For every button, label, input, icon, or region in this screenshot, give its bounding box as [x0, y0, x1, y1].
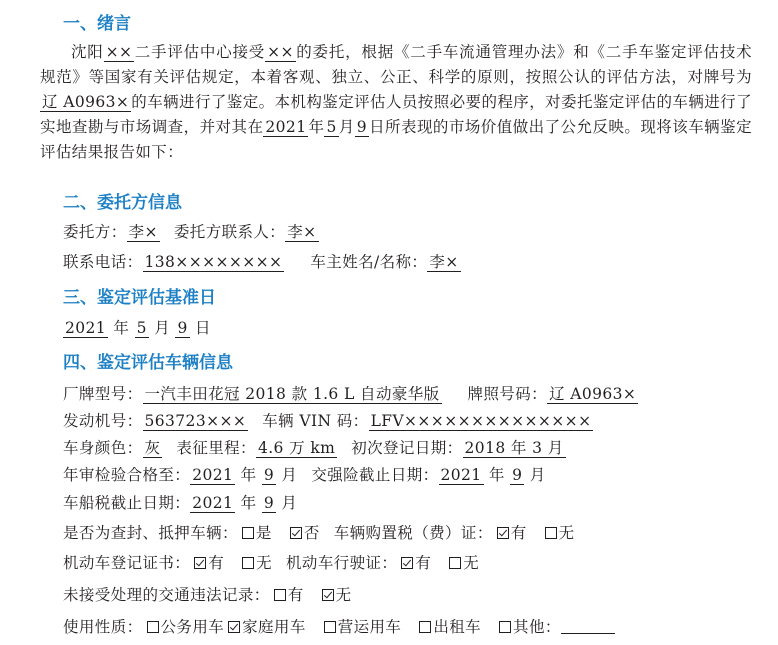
inspect-month: 9 [263, 466, 275, 484]
entrust-party-placeholder: ×× [267, 43, 294, 61]
certificates-line: 机动车登记证书： 有 无 机动车行驶证： 有 无 [63, 554, 480, 572]
usage-taxi-checkbox[interactable] [419, 621, 431, 633]
base-date-line: 2021 年 5 月 9 日 [65, 319, 211, 337]
tax-line: 车船税截止日期： 2021 年 9 月 [63, 494, 298, 512]
seized-no-checkbox[interactable] [290, 527, 302, 539]
tax-year: 2021 [192, 494, 234, 512]
intro-plate: 辽 A0963× [42, 93, 130, 111]
usage-commercial-checkbox[interactable] [324, 621, 336, 633]
brand-line: 厂牌型号： 一汽丰田花冠 2018 款 1.6 L 自动豪华版 牌照号码： 辽 A0963× [63, 385, 637, 403]
purchase-tax-none-checkbox[interactable] [545, 527, 557, 539]
color-line: 车身颜色： 灰 表征里程： 4.6 万 km 初次登记日期： 2018 年 3 月 [63, 439, 564, 457]
base-year: 2021 [65, 319, 107, 337]
mileage-value: 4.6 万 km [257, 439, 336, 457]
phone-value: 138×××××××× [144, 253, 283, 271]
client-value: 李× [128, 223, 158, 241]
violation-none-checkbox[interactable] [322, 589, 334, 601]
owner-value: 李× [429, 253, 459, 271]
usage-other-blank[interactable] [561, 619, 615, 634]
inspection-line: 年审检验合格至： 2021 年 9 月 交强险截止日期： 2021 年 9 月 [63, 466, 546, 484]
color-value: 灰 [144, 439, 161, 457]
base-day: 9 [177, 319, 188, 337]
vin-value: LFV×××××××××××××× [370, 412, 592, 430]
insurance-month: 9 [512, 466, 523, 484]
usage-family-checkbox[interactable] [228, 621, 240, 633]
seized-line: 是否为查封、抵押车辆： 是 否 车辆购置税（费）证： 有 无 [63, 524, 575, 542]
engine-value: 563723××× [144, 412, 247, 430]
purchase-tax-have-checkbox[interactable] [497, 527, 509, 539]
intro-paragraph: 沈阳 ×× 二手评估中心接受 ×× 的委托，根据《二手车流通管理办法》和《二手车鉴定评估技术规范》等国家有关评估规定，本着客观、独立、公正、科学的原则，按照公认的评估方法，对牌号为辽 A0963× 的车辆进行了鉴定。本机构鉴定评估人员按照必要的程序，对委托鉴定评估的车辆进行了实地查勘与市场调查，并对其在 2021 年 5 月 9 日所表现的市场价值做出了公允反映。现将该车辆鉴定评估结果报告如下： [40, 43, 753, 161]
section-heading-intro: 一、绪言 [63, 14, 131, 34]
seized-yes-checkbox[interactable] [242, 527, 254, 539]
engine-line: 发动机号： 563723××× 车辆 VIN 码： LFV×××××××××××××× [63, 412, 592, 430]
license-have-checkbox[interactable] [401, 557, 413, 569]
intro-month: 5 [326, 118, 337, 136]
intro-year: 2021 [265, 118, 307, 136]
tax-month: 9 [263, 494, 275, 512]
usage-line: 使用性质： 公务用车 家庭用车 营运用车 出租车 其他： [63, 615, 615, 637]
intro-day: 9 [356, 118, 368, 136]
reg-cert-none-checkbox[interactable] [242, 557, 254, 569]
section-heading-vehicle: 四、鉴定评估车辆信息 [63, 353, 233, 373]
client-line: 委托方： 李× 委托方联系人： 李× [63, 223, 317, 241]
usage-other-checkbox[interactable] [499, 621, 511, 633]
insurance-year: 2021 [440, 466, 482, 484]
violation-have-checkbox[interactable] [274, 589, 286, 601]
phone-line: 联系电话： 138×××××××× 车主姓名/名称： 李× [63, 253, 459, 271]
license-none-checkbox[interactable] [449, 557, 461, 569]
reg-cert-have-checkbox[interactable] [194, 557, 206, 569]
plate-value: 辽 A0963× [549, 385, 637, 403]
inspect-year: 2021 [192, 466, 234, 484]
brand-value: 一汽丰田花冠 2018 款 1.6 L 自动豪华版 [144, 385, 440, 403]
section-heading-base-date: 三、鉴定评估基准日 [63, 288, 216, 308]
client-city-placeholder: ×× [105, 43, 133, 61]
violation-line: 未接受处理的交通违法记录： 有 无 [63, 586, 352, 604]
reg-date-value: 2018 年 3 月 [464, 439, 564, 457]
section-heading-client: 二、委托方信息 [63, 193, 182, 213]
contact-value: 李× [287, 223, 317, 241]
base-month: 5 [136, 319, 147, 337]
usage-official-checkbox[interactable] [147, 621, 159, 633]
